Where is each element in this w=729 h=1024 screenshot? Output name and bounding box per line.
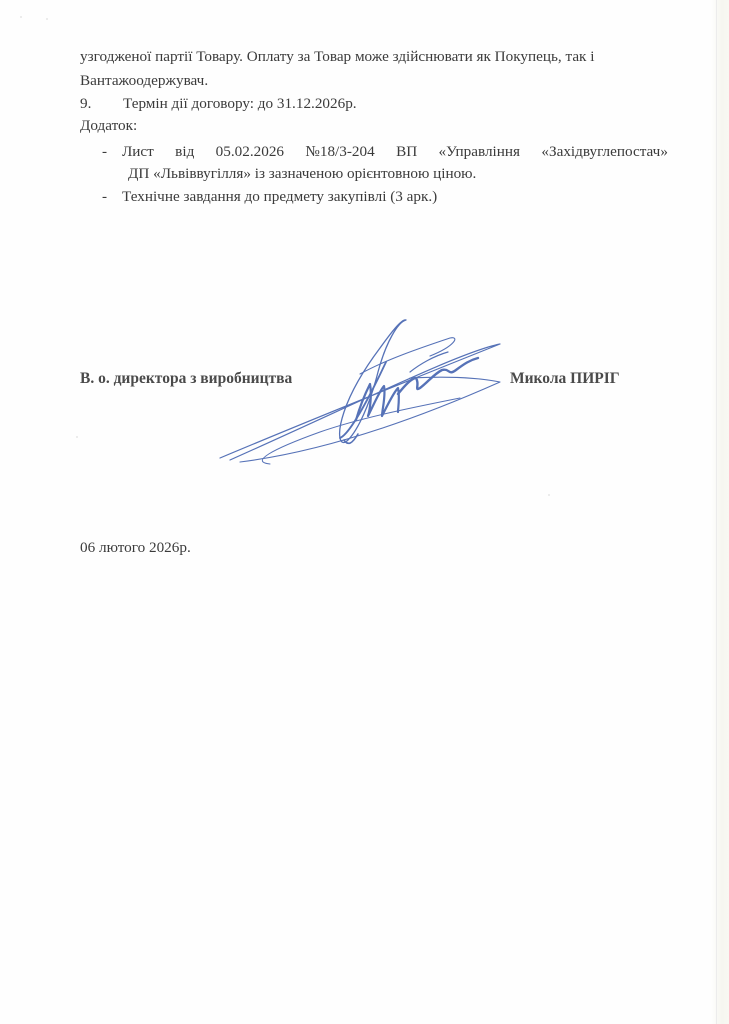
bullet-dash: - (102, 143, 108, 160)
contract-term-item (80, 95, 357, 113)
handwritten-signature (210, 312, 510, 472)
document-date: 06 лютого 2026р. (80, 539, 191, 556)
item-number: 9. (80, 95, 92, 112)
scan-artifact (46, 18, 48, 20)
word: від (175, 143, 195, 160)
signer-name: Микола ПИРІГ (510, 370, 620, 387)
paragraph-text: Вантажоодержувач. (80, 72, 209, 89)
paragraph-text: узгодженої партії Товару. Оплату за Товар може здійснювати як Покупець, так і (80, 48, 595, 65)
scan-edge-line (716, 0, 717, 1024)
word: 05.02.2026 (215, 143, 284, 160)
scan-edge-shadow (711, 0, 729, 1024)
word: «Західвуглепостач» (541, 143, 668, 160)
attachment-item-2 (122, 188, 437, 206)
attachment-item-1-line-1 (122, 143, 668, 161)
attachment-item-1-line-2 (128, 165, 476, 183)
scan-artifact (76, 436, 78, 438)
scan-artifact (20, 16, 22, 18)
bullet-dash: - (102, 188, 108, 205)
word: Лист (122, 143, 154, 160)
paragraph-line-2 (80, 72, 208, 90)
word: «Управління (438, 143, 521, 160)
attachments-heading (80, 117, 137, 135)
attachment-text: Технічне завдання до предмету закупівлі (3 арк.) (122, 188, 438, 205)
word: ВП (396, 143, 418, 160)
contract-term-text: Термін дії договору: до 31.12.2026р. (123, 95, 357, 112)
attachments-heading-text: Додаток: (80, 117, 138, 134)
attachment-text: ДП «Львіввугілля» із зазначеною орієнтовною ціною. (128, 165, 477, 182)
position-title: В. о. директора з виробництва (80, 370, 293, 387)
paragraph-line-1 (80, 48, 668, 66)
scan-artifact (548, 494, 550, 496)
word: №18/3-204 (305, 143, 375, 160)
